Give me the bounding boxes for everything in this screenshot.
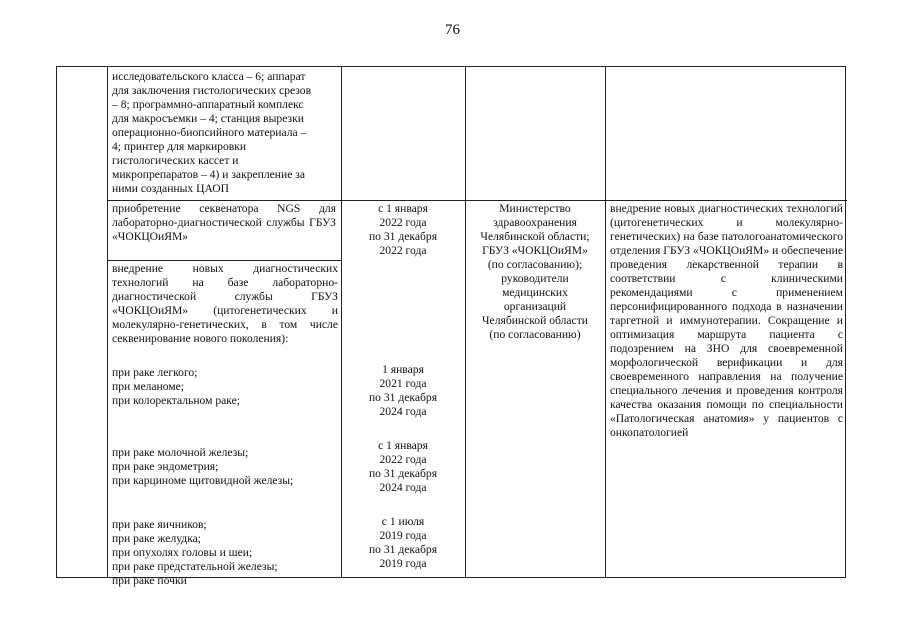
text-line: (по согласованию) (489, 328, 581, 341)
text-line: (по согласованию); (487, 258, 583, 271)
list-item: при колоректальном раке; (112, 394, 240, 407)
text-line: 4; принтер для маркировки (112, 140, 247, 153)
list-item: при раке легкого; (112, 366, 198, 379)
list-item: при раке желудка; (112, 532, 202, 545)
list-item: при меланоме; (112, 380, 185, 393)
cancer-group-3 (112, 518, 338, 588)
text-line: микропрепаратов – 4) и закрепление за (112, 168, 305, 181)
text-line: с 1 января (378, 439, 428, 452)
row2-term (343, 202, 463, 258)
column-divider-4 (605, 67, 606, 577)
page-number: 76 (445, 22, 460, 38)
text-line: здравоохранения (493, 216, 577, 229)
responsible-executors (467, 202, 603, 342)
list-item: при раке молочной железы; (112, 446, 249, 459)
text-line: с 1 января (378, 202, 428, 215)
row3-term-1 (343, 363, 463, 419)
text-line: ними созданных ЦАОП (112, 182, 230, 195)
list-item: при карциноме щитовидной железы; (112, 474, 294, 487)
column-divider-3 (465, 67, 466, 577)
text-line: организаций (503, 300, 567, 313)
cancer-group-2 (112, 446, 338, 488)
list-item: при раке почки (112, 574, 187, 587)
text-line: по 31 декабря (368, 391, 438, 404)
text-line: 2021 года (379, 377, 427, 390)
text-line: 2024 года (379, 405, 427, 418)
text-line: – 8; программно-аппаратный комплекс (112, 98, 304, 111)
text-line: 2022 года (379, 216, 427, 229)
cancer-group-1 (112, 366, 338, 408)
expected-result: внедрение новых диагностических технологий (цитогенетических и молекулярно-генетических) на базе патологоанатомического отделения ГБУЗ «ЧОКЦОиЯМ» и обеспечение проведения лекарственной терапии в соответствии с клиническими рекомендациями с применением персонифицированного подхода в назначении таргетной и иммунотерапии. Сокращение и оптимизация маршрута пациента с подозрением на ЗНО для своевременной морфологической верификации и для своевременного направления на получение специального лечения и проведения контроля качества оказания помощи по специальности «Патологическая анатомия» у пациентов с онкопатологией (610, 202, 843, 439)
text-line: исследовательского класса – 6; аппарат (112, 70, 306, 83)
text-line: 2024 года (379, 481, 427, 494)
list-item: при опухолях головы и шеи; (112, 546, 253, 559)
column-divider-1 (107, 67, 108, 577)
text-line: ГБУЗ «ЧОКЦОиЯМ» (482, 244, 588, 257)
text-line: по 31 декабря (368, 543, 438, 556)
list-item: при раке яичников; (112, 518, 207, 531)
text-line: Челябинской области (482, 314, 588, 327)
text-line: по 31 декабря (368, 230, 438, 243)
row-divider-2 (107, 260, 341, 261)
text-line: 1 января (382, 363, 424, 376)
text-line: 2022 года (379, 244, 427, 257)
text-line: операционно-биопсийного материала – (112, 126, 307, 139)
text-line: для заключения гистологических срезов (112, 84, 312, 97)
row1-measure (112, 70, 338, 196)
text-line: 2019 года (379, 529, 427, 542)
row3-term-3 (343, 515, 463, 571)
text-line: 2019 года (379, 557, 427, 570)
text-line: по 31 декабря (368, 467, 438, 480)
row3-term-2 (343, 439, 463, 495)
list-item: при раке эндометрия; (112, 460, 219, 473)
list-item: при раке предстательной железы; (112, 560, 278, 573)
text-line: Министерство (499, 202, 571, 215)
plan-table (56, 66, 846, 587)
row2-measure: приобретение секвенатора NGS для лабораторно-диагностической службы ГБУЗ «ЧОКЦОиЯМ» (112, 202, 336, 243)
text-line: с 1 июля (381, 515, 425, 528)
text-line: для макросъемки – 4; станция вырезки (112, 112, 304, 125)
row-divider-1 (107, 200, 847, 201)
column-divider-2 (341, 67, 342, 577)
text-line: медицинских (502, 286, 568, 299)
text-line: руководители (501, 272, 569, 285)
text-line: Челябинской области; (480, 230, 590, 243)
text-line: 2022 года (379, 453, 427, 466)
row3-intro: внедрение новых диагностических технологий на базе лабораторно-диагностической службы ГБУЗ «ЧОКЦОиЯМ» (цитогенетических и молекулярно-генетических, в том числе секвенирование нового поколения): (112, 262, 338, 345)
row3-measure (112, 262, 338, 588)
text-line: гистологических кассет и (112, 154, 239, 167)
